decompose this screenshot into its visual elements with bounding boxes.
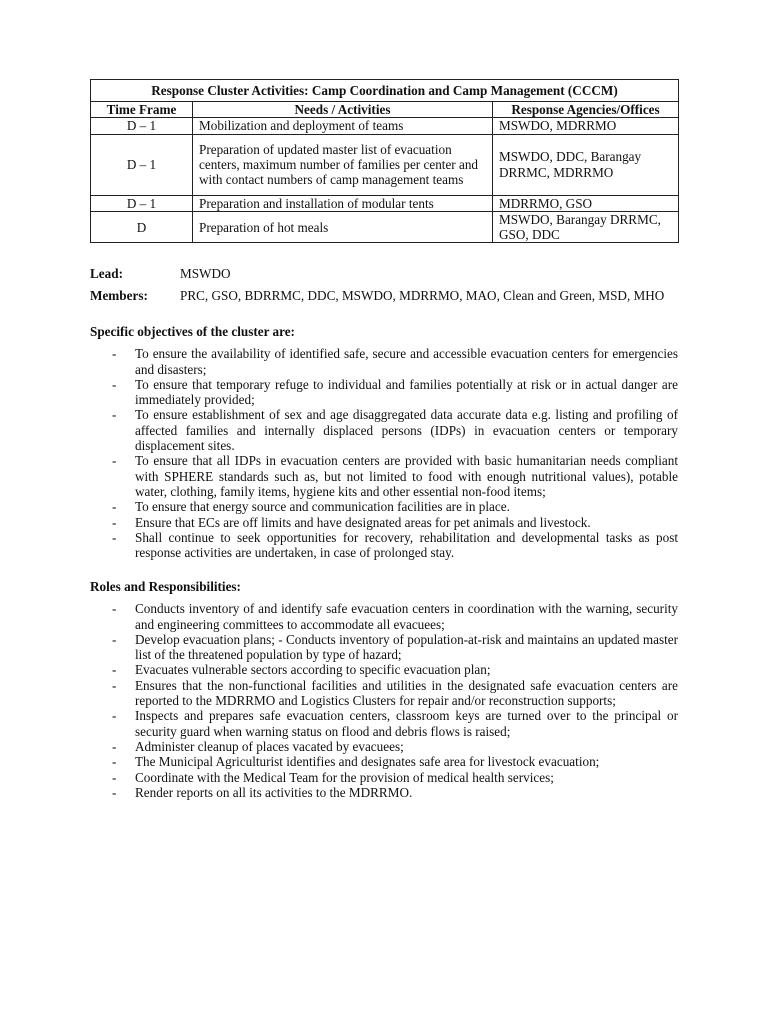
- bullet-dash: -: [112, 376, 117, 392]
- bullet-dash: -: [112, 346, 117, 362]
- members-value: PRC, GSO, BDRRMC, DDC, MSWDO, MDRRMO, MAO, Clean and Green, MSD, MHO: [180, 288, 665, 303]
- list-item-text: To ensure that all IDPs in evacuation centers are provided with basic humanitarian needs compliant with SPHERE standards such as, but not limited to food with enough nutritional values), potable water, clothing, family items, hygiene kits and other essential non-food items;: [135, 453, 678, 499]
- column-header-needs-activities: Needs / Activities: [193, 102, 493, 118]
- list-item-text: To ensure establishment of sex and age disaggregated data accurate data e.g. listing and profiling of affected families and internally displaced persons (IDPs) in evacuation centers or temporary displacement sites.: [135, 407, 678, 454]
- list-item: [90, 678, 678, 709]
- cccm-activities-table: [90, 79, 679, 243]
- list-item-text: To ensure that energy source and communication facilities are in place.: [135, 499, 510, 515]
- list-item: [90, 407, 678, 453]
- bullet-dash: -: [112, 708, 117, 724]
- list-item-text: Coordinate with the Medical Team for the provision of medical health services;: [135, 769, 554, 785]
- roles-heading: Roles and Responsibilities:: [90, 579, 241, 594]
- bullet-dash: -: [112, 738, 117, 754]
- table-caption: Response Cluster Activities: Camp Coordination and Camp Management (CCCM): [91, 80, 679, 102]
- list-item: [90, 346, 678, 377]
- bullet-dash: -: [112, 453, 117, 469]
- activity-cell: Mobilization and deployment of teams: [193, 118, 493, 134]
- table-caption-row: [91, 80, 679, 102]
- column-header-time-frame: Time Frame: [91, 102, 193, 118]
- agencies-cell: MSWDO, MDRRMO: [493, 118, 679, 134]
- bullet-dash: -: [112, 754, 117, 770]
- list-item: [90, 708, 678, 739]
- list-item-text: Evacuates vulnerable sectors according to specific evacuation plan;: [135, 662, 491, 678]
- table-row: [91, 134, 679, 195]
- column-header-response-agencies: Response Agencies/Offices: [493, 102, 679, 118]
- objectives-heading: Specific objectives of the cluster are:: [90, 324, 295, 339]
- bullet-dash: -: [112, 529, 117, 545]
- table-row: [91, 211, 679, 243]
- list-item: [90, 785, 678, 800]
- members-label: Members:: [90, 288, 148, 303]
- list-item: [90, 770, 678, 785]
- list-item-text: Inspects and prepares safe evacuation centers, classroom keys are turned over to the principal or security guard when warning status on flood and debris flows is raised;: [135, 708, 678, 739]
- list-item: [90, 754, 678, 769]
- table-header-row: [91, 102, 679, 118]
- list-item-text: Render reports on all its activities to the MDRRMO.: [135, 784, 413, 800]
- roles-list: [90, 601, 678, 800]
- table-row: [91, 195, 679, 211]
- list-item: [90, 453, 678, 499]
- activity-cell: Preparation of updated master list of evacuation centers, maximum number of families per center and with contact numbers of camp management teams: [193, 134, 493, 195]
- bullet-dash: -: [112, 601, 117, 617]
- agencies-cell: MSWDO, Barangay DRRMC, GSO, DDC: [493, 211, 679, 243]
- objectives-section: [90, 324, 678, 560]
- list-item: [90, 662, 678, 677]
- list-item: [90, 632, 678, 663]
- time-frame-cell: D: [91, 211, 193, 243]
- list-item: [90, 515, 678, 530]
- list-item-text: Ensure that ECs are off limits and have designated areas for pet animals and livestock.: [135, 514, 591, 530]
- bullet-dash: -: [112, 514, 117, 530]
- lead-value: MSWDO: [180, 266, 231, 281]
- table-row: [91, 118, 679, 134]
- bullet-dash: -: [112, 407, 117, 423]
- bullet-dash: -: [112, 662, 117, 678]
- activity-cell: Preparation and installation of modular tents: [193, 195, 493, 211]
- activity-cell: Preparation of hot meals: [193, 211, 493, 243]
- list-item: [90, 499, 678, 514]
- bullet-dash: -: [112, 677, 117, 693]
- agencies-cell: MSWDO, DDC, Barangay DRRMC, MDRRMO: [493, 134, 679, 195]
- list-item: [90, 739, 678, 754]
- list-item: [90, 377, 678, 408]
- list-item-text: The Municipal Agriculturist identifies and designates safe area for livestock evacuation;: [135, 754, 600, 770]
- list-item-text: Ensures that the non-functional facilities and utilities in the designated safe evacuation centers are reported to the MDRRMO and Logistics Clusters for repair and/or reconstruction supports;: [135, 677, 678, 709]
- list-item-text: To ensure the availability of identified safe, secure and accessible evacuation centers for emergencies and disasters;: [135, 346, 678, 377]
- bullet-dash: -: [112, 499, 117, 515]
- time-frame-cell: D – 1: [91, 134, 193, 195]
- lead-label: Lead:: [90, 266, 123, 281]
- list-item-text: Administer cleanup of places vacated by evacuees;: [135, 738, 404, 754]
- bullet-dash: -: [112, 769, 117, 785]
- objectives-list: [90, 346, 678, 560]
- list-item: [90, 601, 678, 632]
- agencies-cell: MDRRMO, GSO: [493, 195, 679, 211]
- list-item-text: Conducts inventory of and identify safe evacuation centers in coordination with the warning, security and engineering committees to accommodate all evacuees;: [135, 601, 678, 632]
- list-item: [90, 530, 678, 561]
- bullet-dash: -: [112, 631, 117, 647]
- time-frame-cell: D – 1: [91, 195, 193, 211]
- list-item-text: To ensure that temporary refuge to individual and families potentially at risk or in actual danger are immediately provided;: [135, 376, 678, 408]
- list-item-text: Develop evacuation plans; - Conducts inventory of population-at-risk and maintains an updated master list of the threatened population by type of hazard;: [135, 631, 678, 663]
- bullet-dash: -: [112, 784, 117, 800]
- list-item-text: Shall continue to seek opportunities for recovery, rehabilitation and developmental tasks as post response activities are undertaken, in case of prolonged stay.: [135, 529, 678, 561]
- time-frame-cell: D – 1: [91, 118, 193, 134]
- roles-section: [90, 579, 678, 800]
